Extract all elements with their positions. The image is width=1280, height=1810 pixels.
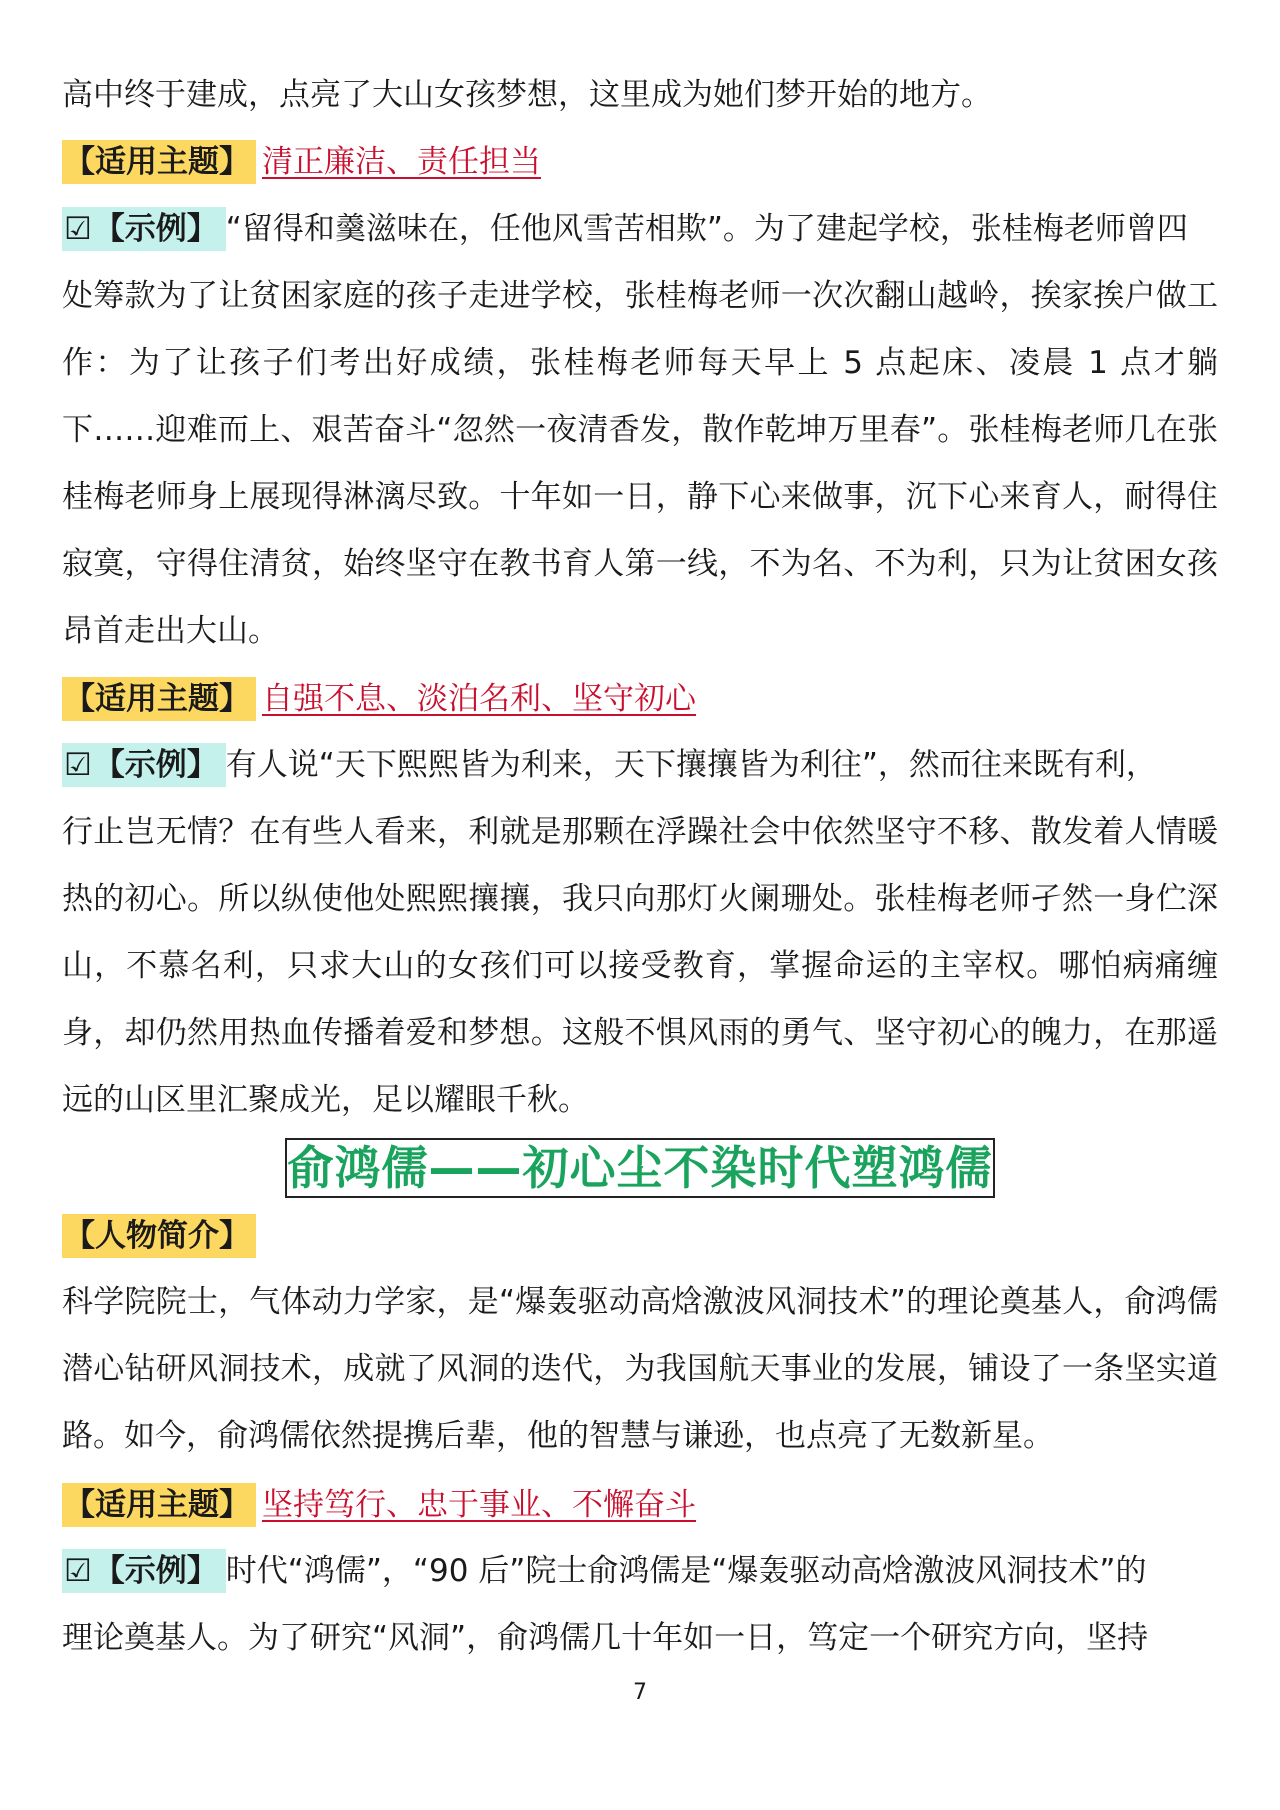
example-label: 【示例】 [93,747,218,783]
example-tag [62,743,226,787]
example-first-line: 时代“鸿儒”，“90 后”院士俞鸿儒是“爆轰驱动高焓激波风洞技术”的 [225,1553,1147,1589]
example-first-line: 有人说“天下熙熙皆为利来，天下攘攘皆为利往”，然而往来既有利， [225,747,1157,783]
page-number: 7 [633,1680,647,1705]
checkbox-icon: ☑ [64,211,92,247]
example-first-line: “留得和羹滋味在，任他风雪苦相欺”。为了建起学校，张桂梅老师曾四 [225,211,1188,247]
theme-line-3 [62,1483,696,1527]
checkbox-icon: ☑ [64,1553,92,1589]
theme-text: 自强不息、淡泊名利、坚守初心 [262,681,696,717]
example-line-1 [62,207,1188,251]
example-label: 【示例】 [93,1553,218,1589]
example-label: 【示例】 [93,211,218,247]
theme-line-1 [62,140,541,184]
example-paragraph: 处筹款为了让贫困家庭的孩子走进学校，张桂梅老师一次次翻山越岭，挨家挨户做工作：为了让孩子们考出好成绩，张桂梅老师每天早上 5 点起床、凌晨 1 点才躺下……迎难而上、艰苦奋斗“忽然一夜清香发，散作乾坤万里春”。张桂梅老师几在张桂梅老师身上展现得淋漓尽致。十年如一日，静下心来做事，沉下心来育人，耐得住寂寞，守得住清贫，始终坚守在教书育人第一线，不为名、不为利，只为让贫困女孩昂首走出大山。 [62,278,1218,649]
theme-label: 【适用主题】 [62,677,256,721]
example-line-2 [62,743,1157,787]
person-intro-label-line [62,1214,256,1258]
example-tag [62,207,226,251]
person-intro-label: 【人物简介】 [62,1214,256,1258]
example-line-3 [62,1549,1146,1593]
theme-label: 【适用主题】 [62,1483,256,1527]
intro-tail-paragraph: 高中终于建成，点亮了大山女孩梦想，这里成为她们梦开始的地方。 [62,77,992,113]
theme-text: 清正廉洁、责任担当 [262,144,541,180]
theme-text: 坚持笃行、忠于事业、不懈奋斗 [262,1487,696,1523]
example-tag [62,1549,226,1593]
example-paragraph: 行止岂无情？在有些人看来，利就是那颗在浮躁社会中依然坚守不移、散发着人情暖热的初心。所以纵使他处熙熙攘攘，我只向那灯火阑珊处。张桂梅老师孑然一身伫深山，不慕名利，只求大山的女孩们可以接受教育，掌握命运的主宰权。哪怕病痛缠身，却仍然用热血传播着爱和梦想。这般不惧风雨的勇气、坚守初心的魄力，在那遥远的山区里汇聚成光，足以耀眼千秋。 [62,814,1218,1118]
checkbox-icon: ☑ [64,747,92,783]
theme-label: 【适用主题】 [62,140,256,184]
theme-line-2 [62,677,696,721]
example-paragraph: 理论奠基人。为了研究“风洞”，俞鸿儒几十年如一日，笃定一个研究方向，坚持 [62,1620,1149,1656]
person-intro-paragraph: 科学院院士，气体动力学家，是“爆轰驱动高焓激波风洞技术”的理论奠基人，俞鸿儒潜心钻研风洞技术，成就了风洞的迭代，为我国航天事业的发展，铺设了一条坚实道路。如今，俞鸿儒依然提携后辈，他的智慧与谦逊，也点亮了无数新星。 [62,1284,1218,1454]
person-title: 俞鸿儒——初心尘不染时代塑鸿儒 [285,1138,995,1198]
